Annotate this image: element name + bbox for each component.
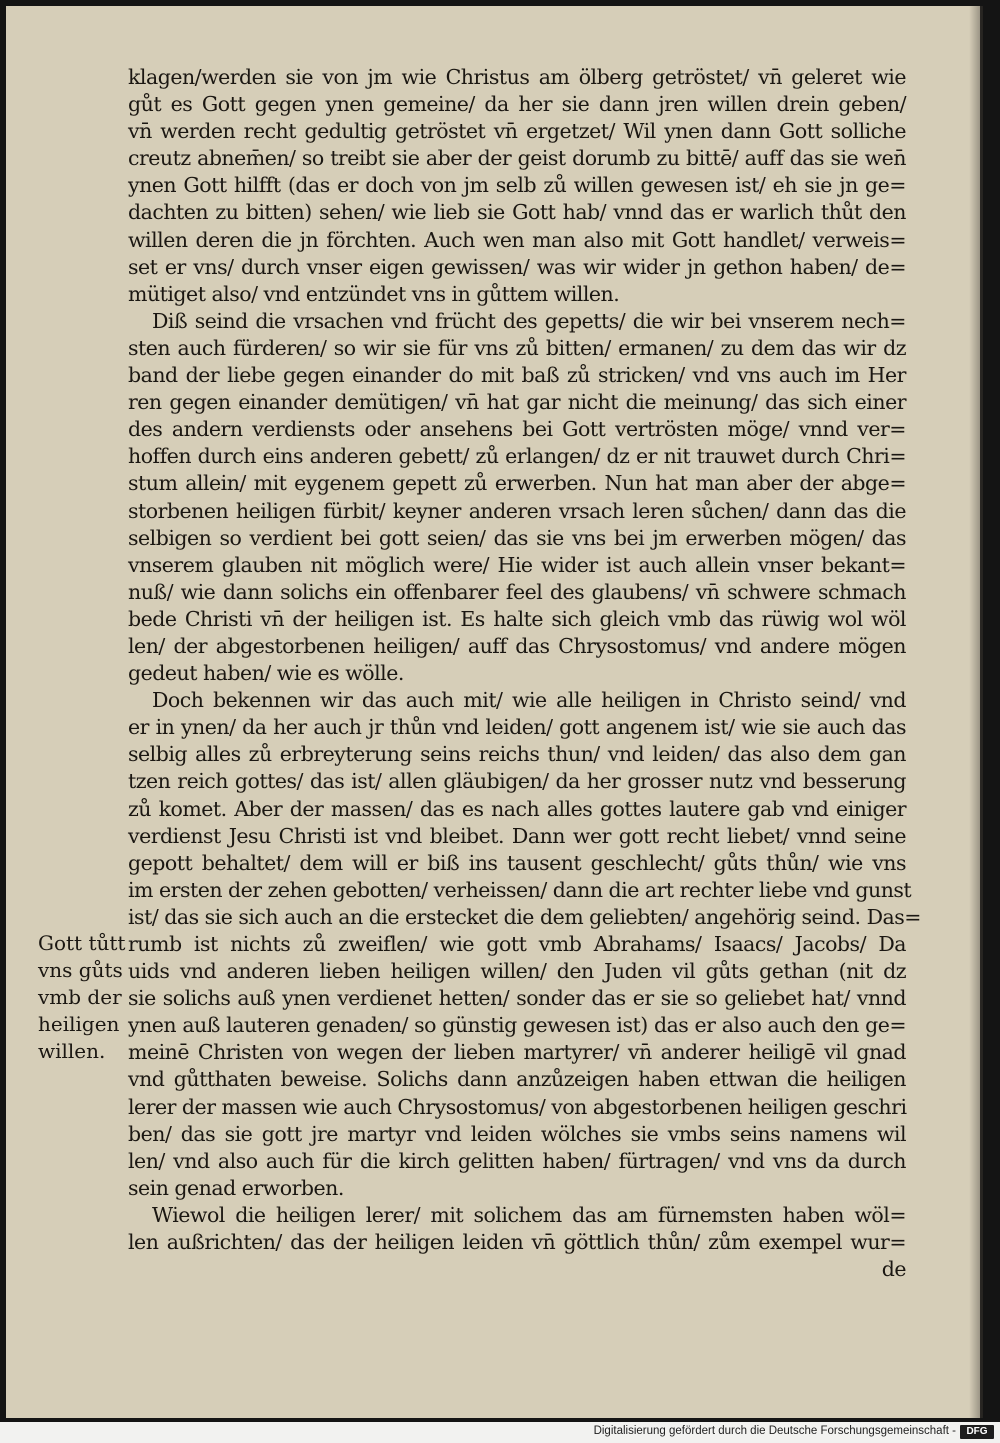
margin-note-line: vns gůts [38,958,123,983]
text-line: gedeut haben/ wie es wölle. [128,661,404,686]
text-line: len/ der abgestorbenen heiligen/ auff das Chrysostomus/ vnd andere mögen [128,633,906,658]
text-line: sein genad erworben. [128,1175,344,1200]
text-line: uids vnd anderen lieben heiligen willen/ den Juden vil gůts gethan (nit dz [128,959,906,984]
text-line: bede Christi vn̄ der heiligen ist. Es halte sich gleich vmb das rüwig wol wöl [128,606,906,631]
catchword: de [881,1257,906,1282]
paragraph-start-line: Doch bekennen wir das auch mit/ wie alle heiligen in Christo seind/ vnd [152,688,906,713]
text-line: creutz abnem̄en/ so treibt sie aber der geist dorumb zu bittē/ auff das sie wen̄ [128,146,906,171]
text-line: sten auch fürderen/ so wir sie für vns zů bitten/ ermanen/ zu dem das wir dz [128,335,906,360]
text-line: verdienst Jesu Christi ist vnd bleibet. Dann wer gott recht liebet/ vnnd seine [128,823,906,848]
text-line: mütiget also/ vnd entzündet vns in gůttem willen. [128,281,620,306]
text-line: storbenen heiligen fürbit/ keyner anderen vrsach leren sůchen/ dann das die [128,498,906,523]
text-line: band der liebe gegen einander do mit baß zů stricken/ vnd vns auch im Her [128,363,906,388]
text-line: meinē Christen von wegen der lieben martyrer/ vn̄ anderer heiligē vil gnad [128,1040,906,1065]
text-line: ynen auß lauteren genaden/ so günstig gewesen ist) das er also auch den ge= [128,1013,906,1038]
text-line: hoffen durch eins anderen gebett/ zů erlangen/ dz er nit trauwet durch Chri= [128,444,906,469]
margin-note-line: Gott tůtt [38,931,126,955]
text-line: len außrichten/ das der heiligen leiden vn̄ göttlich thůn/ zům exempel wur= [128,1230,906,1255]
text-line: len/ vnd also auch für die kirch gelitten haben/ fürtragen/ vnd vns da durch [128,1148,906,1173]
text-line: ynen Gott hilfft (das er doch von jm selb zů willen gewesen ist/ eh sie jn ge= [128,173,906,198]
margin-note-line: vmb der [38,985,122,1010]
text-line: zů komet. Aber der massen/ das es nach alles gottes lautere gab vnd einiger [128,796,906,821]
text-line: lerer der massen wie auch Chrysostomus/ von abgestorbenen heiligen geschri [128,1094,907,1119]
text-line: stum allein/ mit eygenem gepett zů erwerben. Nun hat man aber der abge= [128,471,906,496]
text-line: tzen reich gottes/ das ist/ allen gläubigen/ da her grosser nutz vnd besserung [128,769,906,794]
text-line: nuß/ wie dann solichs ein offenbarer feel des glaubens/ vn̄ schwere schmach [128,579,906,604]
text-line: rumb ist nichts zů zweiflen/ wie gott vmb Abrahams/ Isaacs/ Jacobs/ Da [128,932,906,956]
text-line: gepott behaltet/ dem will er biß ins tausent geschlecht/ gůts thůn/ wie vns [128,850,906,875]
text-line: vn̄ werden recht gedultig getröstet vn̄ ergetzet/ Wil ynen dann Gott solliche [128,119,906,144]
text-line: er in ynen/ da her auch jr thůn vnd leiden/ gott angenem ist/ wie sie auch das [128,715,906,740]
text-line: set er vns/ durch vnser eigen gewissen/ was wir wider jn gethon haben/ de= [128,254,906,279]
text-line: willen deren die jn förchten. Auch wen man also mit Gott handlet/ verweis= [128,227,906,252]
text-line: sie solichs auß ynen verdienet hetten/ sonder das er sie so geliebet hat/ vnnd [128,986,906,1011]
dfg-logo: DFG [960,1425,994,1439]
text-line: im ersten der zehen gebotten/ verheissen/ dann die art rechter liebe vnd gunst [128,877,912,902]
text-line: des andern verdiensts oder ansehens bei Gott vertrösten möge/ vnnd ver= [128,417,906,442]
text-line: ren gegen einander demütigen/ vn̄ hat gar nicht die meinung/ das sich einer [128,390,906,415]
funding-credit: Digitalisierung gefördert durch die Deutsche Forschungsgemeinschaft - [593,1425,956,1437]
paragraph-start-line: Wiewol die heiligen lerer/ mit solichem das am fürnemsten haben wöl= [152,1202,906,1227]
text-line: dachten zu bitten) sehen/ wie lieb sie Gott hab/ vnnd das er warlich thůt den [128,200,906,225]
text-line: vnserem glauben nit möglich were/ Hie wider ist auch allein vnser bekant= [128,552,906,577]
text-line: selbigen so verdient bei gott seien/ das sie vns bei jm erwerben mögen/ das [128,525,906,550]
text-line: selbig alles zů erbreyterung seins reichs thun/ vnd leiden/ das also dem gan [128,742,906,767]
margin-note-line: willen. [38,1039,106,1064]
body-text [128,64,921,1283]
text-line: ist/ das sie sich auch an die erstecket die dem geliebten/ angehörig seind. Das= [128,904,921,929]
text-line: ben/ das sie gott jre martyr vnd leiden wölches sie vmbs seins namens wil [128,1121,906,1146]
text-line: vnd gůtthaten beweise. Solichs dann anzůzeigen haben ettwan die heiligen [128,1067,906,1092]
footer-bar [0,1422,1000,1443]
margin-note [38,930,134,1065]
text-line: klagen/werden sie von jm wie Christus am ölberg getröstet/ vn̄ geleret wie [128,65,906,89]
paragraph-start-line: Diß seind die vrsachen vnd frücht des gepetts/ die wir bei vnserem nech= [152,308,906,333]
margin-note-line: heiligen [38,1012,120,1037]
text-line: gůt es Gott gegen ynen gemeine/ da her sie dann jren willen drein geben/ [128,92,906,117]
